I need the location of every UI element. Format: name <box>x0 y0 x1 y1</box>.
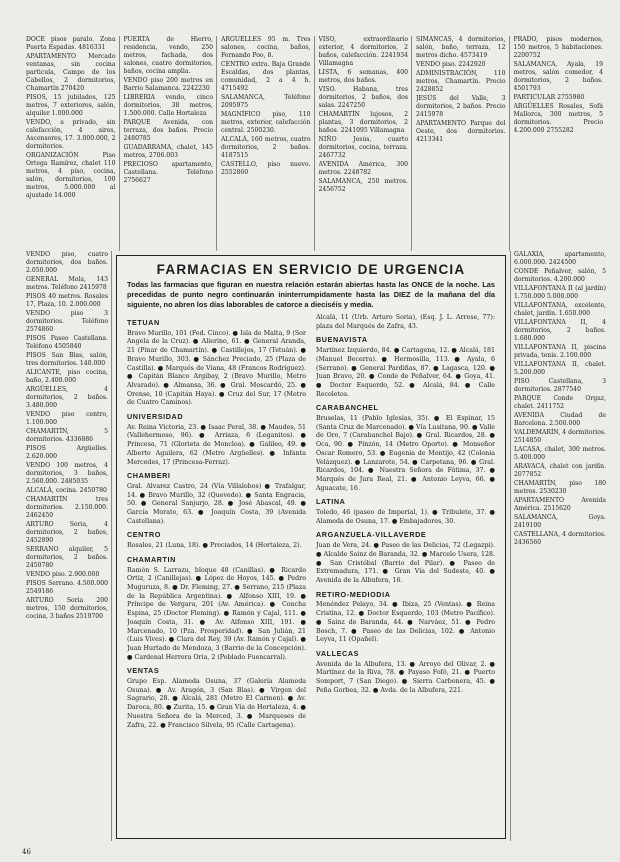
district-heading: VALLECAS <box>316 648 360 658</box>
pharmacy-box <box>116 255 506 839</box>
classified-ad: APARTAMENTO Avenida América. 2515620 <box>514 497 606 512</box>
classified-ad: VILLAFONTANA II (al jardín) 1.750.000 5.000.000 <box>514 285 606 300</box>
pharmacy-columns <box>127 314 495 794</box>
classified-ad: VENDO piso centro, 1.100.000 <box>26 411 108 426</box>
classified-ad: CHAMARTÍN, piso 180 metros. 2530230 <box>514 480 606 495</box>
classified-ad: ALCALÁ, cocina. 2450780 <box>26 487 107 494</box>
classified-ad: LISTA, 6 semanas, 400 metros, dos baños. <box>318 69 408 84</box>
district-list: Bruselas, 11 (Pablo Iglesias, 35). ● El Espinar, 15 (Santa Cruz de Marcenado). ● Vía Lusitana, 90. ● Valle de Oro, 7 (Carabanchel Bajo). ● Gral. Ricardos, 28. ● Oca, 90. ● Pinzón, 14 (Metro Oporto). ● Monseñor Óscar Romero, 53. ● Eugenia de Montijo, 42 (Colonia Velázquez). ● Lanzarote, 54. ● Carpetana, 96. ● Gral. Ricardos, 104. ● Nuestra Señora de Fátima, 37. ● Marqués de Jura Real, 21. ● Antonio Leyva, 66. ● Aguacate, 16. <box>316 415 495 492</box>
district-list: Grupo Esp. Alameda Osuna, 37 (Galería Alameda Osuna). ● Av. Aragón, 3 (San Blas). ● Virgen del Sagrario, 28. ● Alcalá, 281 (Metro El Carmen). ● Av. Daroca, 80. ● Zurita, 15. ● Gran Vía de Hortaleza, 4. ● Nuestra Señora de la Merced, 3. ● Marqueses de Zafra, 22. ● Francisco Silvela, 95 (Calle Cartagena). <box>127 678 306 729</box>
district-heading: CARABANCHEL <box>316 403 379 413</box>
classified-ad: PISOS San Blas, salón, tres dormitorios. 140.000 <box>26 352 108 367</box>
district-list: Bravo Murillo, 101 (Fed. Cinco). ● Isla de Malta, 9 (Sor Angela de la Cruz). ● Alierino, 61. ● General Aranda, 21 (Pinar de Chamartín). ● Castillejos, 17 (Tetuán). ● Bravo Murillo, 303. ● Sánchez Preciado, 25 (Plaza de Castilla). ● Marqués de Viana, 48 (Francos Rodríguez). ● Capitán Blanco Argibay, 2 (Bravo Murillo, Metro Alvarado). ● Almansa, 36. ● Gral. Moscardó, 25. ● Orense, 10 (Capitán Haya). ● Cruz del Sur, 17 (Metro de Cuatro Caminos). <box>127 329 306 407</box>
district-list: Rosales, 21 (Luna, 18). ● Preciados, 14 (Hortaleza, 2). <box>127 542 302 550</box>
classified-ad: VILLAFONTANA II, piscina privada, tenis. 2.100.000 <box>514 344 606 359</box>
classified-ad: PARTICULAR 2755980 <box>513 94 585 101</box>
classified-ad: ALCALÁ, 160 metros, cuatro dormitorios, 2 baños. 4187515 <box>221 136 311 159</box>
classified-ad: PISOS, 15 jubilados, 125 metros, 7 exteriores, salón, alquiler 1.000.000 <box>26 94 116 117</box>
top-classifieds <box>26 36 606 251</box>
classified-ad: VENDO 100 metros, 4 dormitorios, 3 baños, 2.560.000. 2485035 <box>26 462 108 485</box>
classified-ad: PUERTA de Hierro, residencia, vendo, 250 metros, fachada, dos salones, cuatro dormitorios, baños, cocina amplia. <box>123 36 213 75</box>
classified-ad: SIMANCAS, 4 dormitorios, salón, baño, terraza, 12 metros dicho. 4573419 <box>416 36 506 59</box>
classified-ad: CHAMARTÍN tres dormitorios. 2.150.000. 2462450 <box>26 496 108 519</box>
classified-ad: NIÑO Jesús, cuarto dormitorios, cocina, terraza. 2467732 <box>318 136 408 159</box>
district-list: Avenida de la Albufera, 13. ● Arroyo del Olivar, 2. ● Martínez de la Riva, 78. ● Payaso Fofó, 21. ● Puerto Somport, 7 (San Diego). ● Sierra Carbonera, 45. ● Peña Gorbea, 32. ● Avda. de la Albufera, 221. <box>316 660 495 694</box>
classified-ad: CHAMARTÍN lujosos, 2 plantas, 3 dormitorios, 2 baños. 2241095 Villamagna <box>318 111 408 134</box>
classified-ad: AVENIDA Ciudad de Barcelona. 2.500.000 <box>514 412 606 427</box>
district-list: Ramón S. Larrazu, bloque 48 (Canillas). ● Ricardo Ortiz, 2 (Canillejas). ● López de Hoyos, 145. ● Pedro Muguruza, 8. ● Dr. Fleming, 27. ● Serrano, 215 (Plaza de la República Argentina). ● Alfonso XIII, 19. ● Príncipe de Vergara, 201 (Av. América). ● Concha Espina, 25 (Doctor Fleming). ● Ramón y Cajal, 111. ● Joaquín Costa, 31. ● Av. Alfonso XIII, 191. ● Marcenado, 10 (Pza. Prosperidad). ● San Julián, 21 (Luis Vives). ● Clara del Rey, 39 (Av. Ramón y Cajal). ● Juan Hurtado de Mendoza, 3 (Barrio de la Concepción). ● Cardenal Herrera Oria, 2 (Poblado Fuencarral). <box>127 566 306 661</box>
classified-ad: CASTELLO, piso nuevo. 2552860 <box>221 161 311 176</box>
district-list: Toledo, 46 (paseo de Imperial, 1). ● Tribulete, 37. ● Alameda de Osuna, 17. ● Embajadores, 30. <box>316 509 495 525</box>
left-column <box>26 251 108 841</box>
classified-ad: ARTURO Soria 200 metros, 150 dormitorios, cocina, 3 baños 2519700 <box>26 597 108 620</box>
pharmacy-column-left <box>127 314 306 794</box>
district-list: Av. Reina Victoria, 23. ● Isaac Peral, 38. ● Maudes, 51 (Vallehermoso, 96). ● Arriaza, 6 (Leganitos). ● Princesa, 71 (Glorieta de Moncloa). ● Galileo, 49. ● Alberto Aguilera, 62 (Metro Argüelles). ● Infanta Mercedes, 17 (Princesa-Ferraz). <box>127 423 306 466</box>
classified-ad: CASTELLANA, 4 dormitorios. 2436560 <box>514 531 606 546</box>
classified-ad: PISOS Argüelles. 2.620.000 <box>26 445 108 460</box>
classified-ad: VENDO piso, cuatro dormitorios, dos baños. 2.050.000 <box>26 251 108 274</box>
district-heading: VENTAS <box>127 666 160 676</box>
district-heading: CHAMBERI <box>127 471 171 481</box>
district-heading: UNIVERSIDAD <box>127 412 184 422</box>
classified-ad: VENDO, a privado, sin calefacción, 4 aires, Ascensores, 17. 3.000.000, 2 dormitorios. <box>26 119 116 150</box>
classified-ad: ARGÜELLES Rosales, Sofá Mallorca, 300 metros, 5 dormitorios. Precio 4.200.000 2755282 <box>513 103 603 134</box>
classified-ad: PISOS Paseo Castellana. Teléfono 4505840 <box>26 335 108 350</box>
classified-ad: ARTURO Soria, 4 dormitorios, 2 baños, 2452890 <box>26 521 108 544</box>
classified-ad: VILLAFONTANA, excelente, chalet, jardín. 1.650.000 <box>514 302 606 317</box>
top-column-6 <box>514 36 607 251</box>
classified-ad: ARGÜELLES, 4 dormitorios, 2 baños. 3.480.000 <box>26 386 108 409</box>
classified-ad: ARAVACA, chalet con jardín. 2077852 <box>514 463 606 478</box>
classified-ad: PARQUE Conde Orgaz, chalet. 2411752 <box>514 395 606 410</box>
district-list: Menéndez Pelayo, 34. ● Ibiza, 25 (Ventas). ● Reina Cristina, 12. ● Doctor Esquerdo, 103 (Metro Pacífico). ● Sainz de Baranda, 44. ● Narváez, 51. ● Pedro Bosch, 7. ● Paseo de las Delicias, 102. ● Antonio Leyva, 11 (Opañel). <box>316 601 495 644</box>
classified-ad: MAGNÍFICO piso, 110 metros, exterior, calefacción central. 2500230. <box>221 111 311 134</box>
classified-ad: ALICANTE, piso cocina, baño, 2.400.000 <box>26 369 108 384</box>
pharmacy-column-right <box>316 314 495 794</box>
classified-ad: PARQUE Avenida, con terraza, dos baños. Precio 2480785 <box>123 119 213 142</box>
classified-ad: LIBRERIA vendo, cinco dormitorios, 38 metros, 1.500.000. Calle Hortaleza <box>123 94 213 117</box>
classified-ad: VILLAFONTANA II, 4 dormitorios, 2 baños. 1.680.000 <box>514 319 606 342</box>
top-column-1 <box>26 36 120 251</box>
classified-ad: VILLAFONTANA II, chalet. 5.200.000 <box>514 361 606 376</box>
classified-ad: ORGANIZACIÓN Piso Ortega Ramírez, chalet 110 metros, 4 piso, cocina, salón, dormitorios, 100 metros, 5.000.000 al ajustado 14.000 <box>26 152 116 199</box>
pharmacy-intro: Todas las farmacias que figuran en nuestra relación estarán abiertas hasta las ONCE de la noche. Las precedidas de punto negro continuarán ininterrumpidamente hasta las DIEZ de la mañana del día siguiente, no abren los días laborables de catorce a dieciséis y media. <box>127 280 495 309</box>
top-column-2 <box>124 36 218 251</box>
left-classifieds <box>26 251 112 841</box>
classified-ad: PRECIOSO apartamento, Castellana. Teléfono 2756627 <box>123 161 213 184</box>
classified-ad: PISOS Serrano. 4.500.000 2549186 <box>26 580 108 595</box>
district-heading: RETIRO-MEDIODIA <box>316 589 391 599</box>
district-list: Juan de Vera, 24. ● Paseo de las Delicias, 72 (Legazpi). ● Alcalde Sainz de Baranda, 32. ● Marcelo Usera, 128. ● San Cristóbal (Barrio del Pilar). ● Paseo de Extremadura, 171. ● Gran Vía del Sudeste, 40. ● Avenida de la Albufera, 16. <box>316 542 495 584</box>
classified-ad: PISO Castellana, 3 dormitorios. 2877540 <box>514 378 606 393</box>
classified-ad: ARGÜELLES 95 m. Tres salones, cocina, baños, Fernando Poo, 8. <box>221 36 311 59</box>
top-column-5 <box>416 36 510 251</box>
right-column <box>514 251 606 841</box>
classified-ad: LACASA, chalet, 300 metros. 5.400.000 <box>514 446 606 461</box>
district-heading: CHAMARTIN <box>127 554 176 564</box>
classified-ad: VISO, extraordinario exterior, 4 dormitorios, 2 baños, calefacción. 2241934 Villamagna <box>318 36 408 67</box>
district-heading: LATINA <box>316 497 346 507</box>
classified-ad: GUADARRAMA, chalet, 145 metros, 2706.003 <box>123 144 213 159</box>
district-list: Gral. Alvarez Castro, 24 (Vía Villalobos) ● Trafalgar, 14. ● Bravo Murillo, 32 (Quevedo). ● Santa Engracia, 50. ● General Sanjurjo, 28. ● José Abascal, 49. ● García Morato, 63. ● Joaquín Costa, 39 (Avenida Castellana). <box>127 482 306 525</box>
pharmacy-title: FARMACIAS EN SERVICIO DE URGENCIA <box>156 262 466 277</box>
district-heading: BUENAVISTA <box>316 335 368 345</box>
classified-ad: ADMINISTRACIÓN, 110 metros, Chamartín. Precio 2428852 <box>416 70 506 93</box>
right-classifieds <box>510 251 606 841</box>
classified-ad: JESÚS del Valle, 3 dormitorios, 2 baños. Precio 2415978 <box>416 95 506 118</box>
classified-ad: CENTRO extra. Baja Grande Escaldas, dos plantas, comunidad, 2 a 4 h. 4715492 <box>221 61 311 92</box>
classified-ad: CONDE Peñalver, salón, 5 dormitorios. 4.200.000 <box>514 268 606 283</box>
classified-ad: GALAXIA, apartamento, 6.000.000. 2424500 <box>514 251 606 266</box>
top-column-4 <box>319 36 413 251</box>
classified-ad: SALAMANCA, 250 metros. 2456752 <box>318 178 408 193</box>
classified-ad: PRADO, pisos modernos, 150 metros, 5 habitaciones. 2200752 <box>513 36 603 59</box>
classified-ad: VENDO piso. 2.900.000 <box>26 571 100 578</box>
classified-ad: VENDO piso 200 metros en Barrio Salamanca. 2242230 <box>123 77 213 92</box>
district-heading: CENTRO <box>127 530 161 540</box>
classified-ad: SALAMANCA, Teléfono 2095975 <box>221 94 311 109</box>
classified-ad: SERRANO alquiler, 5 dormitorios, 2 baños. 2450780 <box>26 546 108 569</box>
page-mark: 46 <box>22 848 31 856</box>
classified-ad: PISOS 40 metros. Rosales 17, Plaza, 10. 2.000.000 <box>26 293 108 308</box>
district-list: Alcalá, 11 (Urb. Arturo Soria), (Esq. J. L. Arrese, 77): plaza del Marqués de Zafra, 43. <box>316 314 495 330</box>
district-list: Martínez Izquierdo, 84. ● Cartagena, 12. ● Alcalá, 181 (Manuel Becerra). ● Hermosilla, 113. ● Ayala, 6 (Serrano). ● General Pardiñas, 87. ● Lagasca, 120. ● Juan Bravo, 20. ● Conde de Peñalver, 64. ● Goya, 41. ● Doctor Esquerdo, 52. ● Alcalá, 84. ● Calle Recoletos. <box>316 347 495 398</box>
classified-ad: VENDO piso 3 dormitorios. Teléfono 2574860 <box>26 310 108 333</box>
classified-ad: VISO. Habana, tres dormitorios, 2 baños, dos salas. 2247250 <box>318 86 408 109</box>
top-column-3 <box>221 36 315 251</box>
classified-ad: DOCE pisos paralo. Zona Puerta Espadas. 4816331 <box>26 36 116 51</box>
classified-ad: VALDEMARÍN, 4 dormitorios. 2514850 <box>514 429 606 444</box>
classified-ad: APARTAMENTO Parque del Oeste, dos dormitorios. 4213341 <box>416 120 506 143</box>
classified-ad: APARTAMENTO Mercado ventanas, sin cocina particula, Campo de los Cabellos, 2 dormitorios, Chamartín 270420 <box>26 53 116 92</box>
classified-ad: VENDO piso. 2242920 <box>416 61 486 68</box>
district-heading: ARGANZUELA-VILLAVERDE <box>316 530 427 540</box>
classified-ad: AVENIDA América, 300 metros. 2248782 <box>318 161 408 176</box>
classified-ad: GENERAL Mola, 143 metros. Teléfono 2415978 <box>26 276 108 291</box>
classified-ad: CHAMARTÍN, 5 dormitorios. 4336886 <box>26 428 108 443</box>
classified-ad: SALAMANCA, Goya. 2419100 <box>514 514 606 529</box>
classified-ad: SALAMANCA, Ayala, 19 metros, salón comedor, 4 dormitorios, 2 baños. 4501793 <box>513 61 603 92</box>
district-heading: TETUAN <box>127 318 160 327</box>
